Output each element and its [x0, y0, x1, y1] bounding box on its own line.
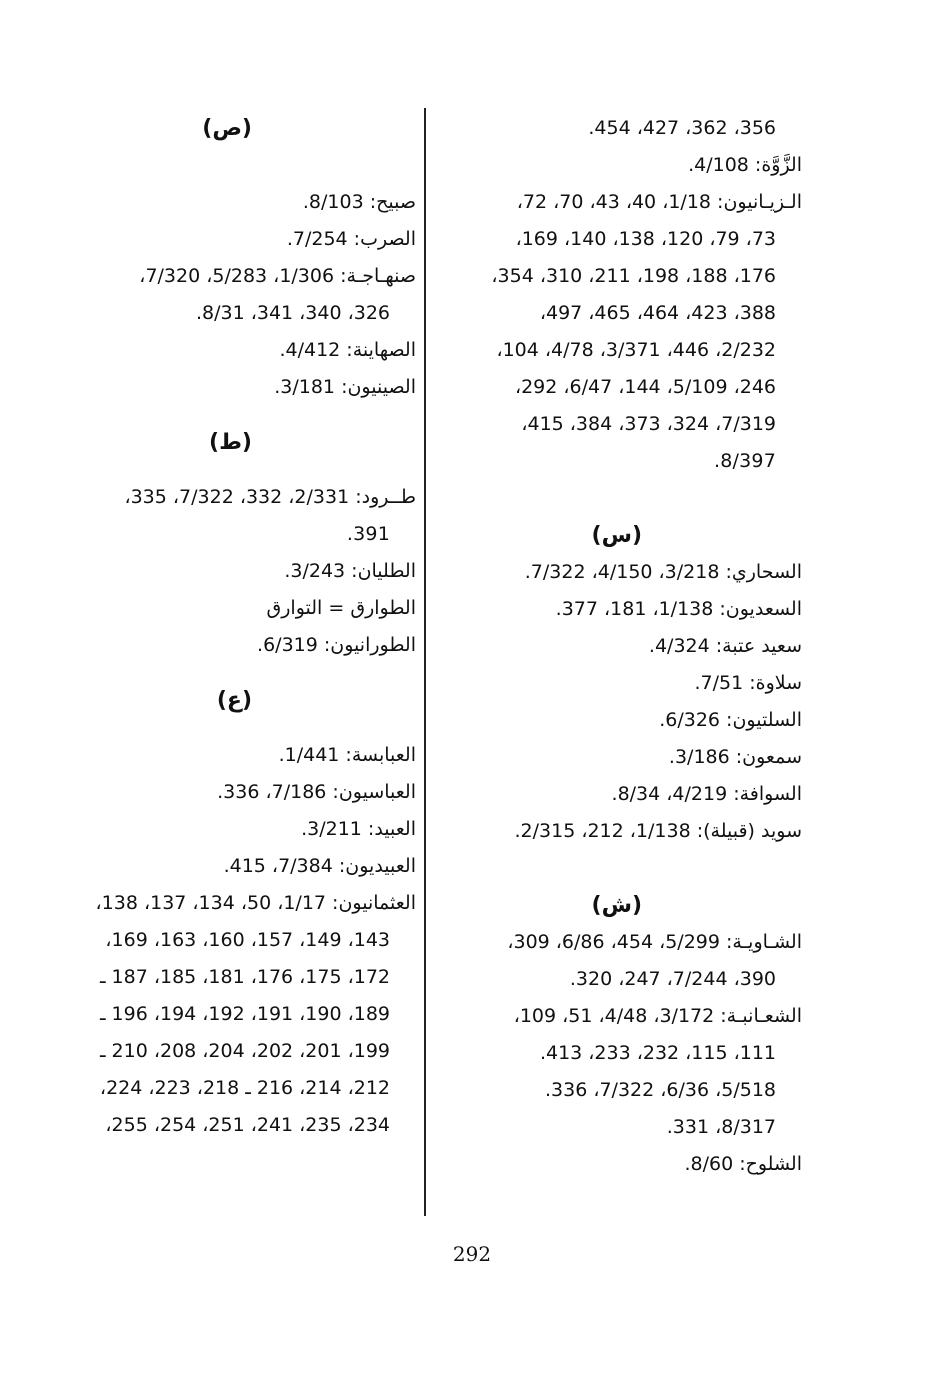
- index-entry: الـزيـانيون: 1/18، 40، 43، 70، 72،: [516, 191, 802, 213]
- index-entry: الشعـانبـة: 3/172، 4/48، 51، 109،: [513, 1005, 802, 1027]
- spacer: [40, 406, 416, 424]
- index-entry: الشلوح: 8/60.: [684, 1153, 802, 1175]
- index-entry: الشـاويـة: 5/299، 454، 6/86، 309،: [507, 931, 802, 953]
- index-entry-continuation: 172، 175، 176، 181، 185، 187 ـ: [99, 966, 390, 988]
- index-entry: الصينيون: 3/181.: [274, 376, 416, 398]
- spacer: [40, 664, 416, 682]
- index-column-right: [432, 110, 802, 1183]
- index-entry: سعيد عتبة: 4/324.: [648, 635, 802, 657]
- index-entry-continuation: 212، 214، 216 ـ 218، 223، 224،: [99, 1077, 390, 1099]
- index-entry: طــرود: 2/331، 332، 7/322، 335،: [124, 486, 416, 508]
- index-entry: الصهاينة: 4/412.: [279, 339, 416, 361]
- index-entry-continuation: 111، 115، 232، 233، 413.: [539, 1042, 776, 1064]
- index-entry: صنهـاجـة: 1/306، 5/283، 7/320،: [139, 265, 416, 287]
- index-entry: الطوارق = التوارق: [266, 597, 416, 619]
- index-entry: الطليان: 3/243.: [284, 560, 416, 582]
- section-letter-heading: (ش): [591, 893, 642, 918]
- section-letter-heading: (ط): [209, 430, 252, 455]
- index-entry-continuation: 246، 5/109، 144، 6/47، 292،: [514, 376, 776, 398]
- index-entry: العبابسة: 1/441.: [278, 744, 416, 766]
- spacer: [432, 480, 802, 517]
- index-entry-continuation: 391.: [346, 523, 390, 545]
- column-divider: [424, 108, 426, 1216]
- index-entry-continuation: 143، 149، 157، 160، 163، 169،: [105, 929, 390, 951]
- index-entry-continuation: 176، 188، 198، 211، 310، 354،: [491, 265, 776, 287]
- index-column-left: [40, 110, 416, 1144]
- index-entry: السلتيون: 6/326.: [659, 709, 802, 731]
- index-entry-continuation: 7/319، 324، 373، 384، 415،: [521, 413, 776, 435]
- index-entry-continuation: 199، 201، 202، 204، 208، 210 ـ: [99, 1040, 390, 1062]
- index-entry-continuation: 234، 235، 241، 251، 254، 255،: [105, 1114, 390, 1136]
- index-entry: السحاري: 3/218، 4/150، 7/322.: [524, 561, 802, 583]
- index-entry-continuation: 189، 190، 191، 192، 194، 196 ـ: [99, 1003, 390, 1025]
- section-letter-heading: (س): [591, 523, 642, 548]
- page-number: 292: [452, 1242, 492, 1266]
- index-entry-continuation: 390، 7/244، 247، 320.: [569, 968, 776, 990]
- index-entry-continuation: 388، 423، 464، 465، 497،: [539, 302, 776, 324]
- index-entry: سمعون: 3/186.: [668, 746, 802, 768]
- index-entry: العباسيون: 7/186، 336.: [217, 781, 416, 803]
- index-entry-continuation: 2/232، 446، 3/371، 4/78، 104،: [496, 339, 776, 361]
- index-entry: الزَّوَّة: 4/108.: [688, 154, 802, 176]
- index-entry: الطورانيون: 6/319.: [257, 634, 416, 656]
- section-letter-heading: (ع): [216, 688, 252, 713]
- index-entry: العبيد: 3/211.: [301, 818, 416, 840]
- index-entry-continuation: 8/317، 331.: [666, 1116, 776, 1138]
- index-entry: السعديون: 1/138، 181، 377.: [555, 598, 802, 620]
- index-entry-continuation: 326، 340، 341، 8/31.: [195, 302, 390, 324]
- index-entry: العبيديون: 7/384، 415.: [223, 855, 416, 877]
- index-entry: صبيح: 8/103.: [302, 191, 416, 213]
- spacer: [40, 147, 416, 184]
- index-entry: سلاوة: 7/51.: [694, 672, 802, 694]
- index-entry-continuation: 73، 79، 120، 138، 140، 169،: [515, 228, 776, 250]
- index-entry: العثمانيون: 1/17، 50، 134، 137، 138،: [95, 892, 416, 914]
- spacer: [40, 461, 416, 479]
- index-entry-continuation: 8/397.: [713, 450, 776, 472]
- section-letter-heading: (ص): [202, 116, 252, 141]
- index-entry: سويد (قبيلة): 1/138، 212، 2/315.: [514, 820, 802, 842]
- index-entry-continuation: 5/518، 6/36، 7/322، 336.: [544, 1079, 776, 1101]
- index-entry: الصرب: 7/254.: [286, 228, 416, 250]
- spacer: [40, 719, 416, 737]
- index-entry: السوافة: 4/219، 8/34.: [611, 783, 802, 805]
- index-entry-continuation: 356، 362، 427، 454.: [588, 117, 776, 139]
- spacer: [432, 850, 802, 887]
